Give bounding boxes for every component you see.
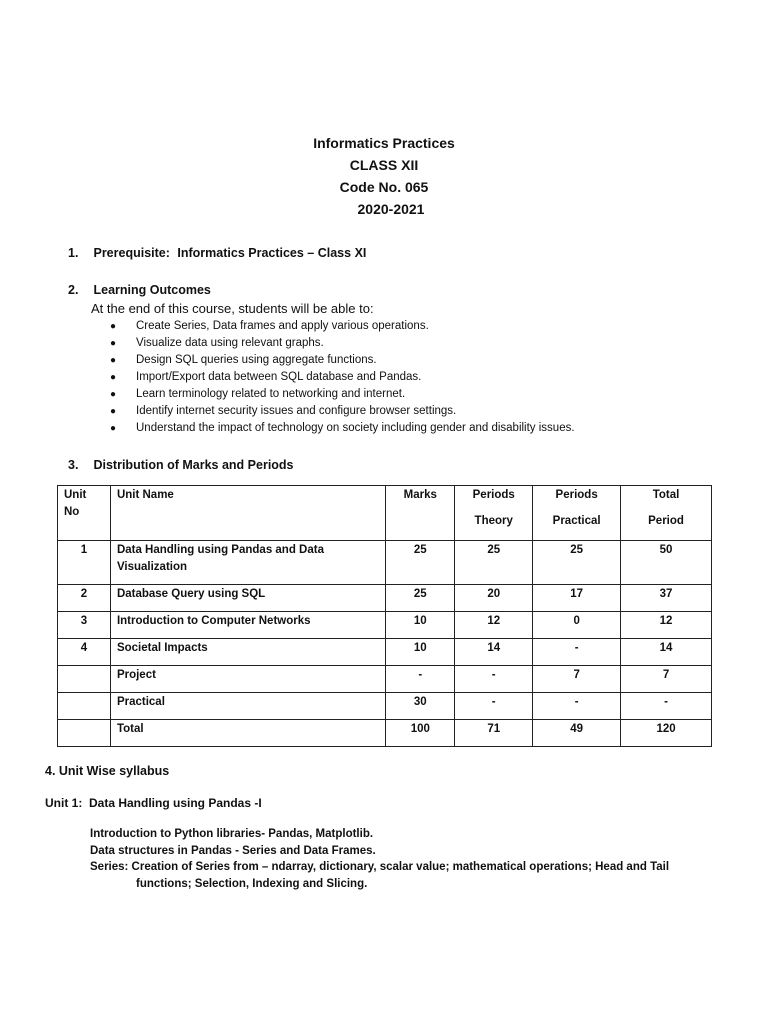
cell-unit-name: Database Query using SQL xyxy=(110,585,385,612)
cell-theory: 14 xyxy=(455,639,533,666)
cell-unit-name: Introduction to Computer Networks xyxy=(110,612,385,639)
list-item: ● Identify internet security issues and configure browser settings. xyxy=(110,403,575,420)
document-title xyxy=(0,132,768,220)
cell-unit-no xyxy=(58,666,111,693)
cell-marks: 30 xyxy=(386,693,455,720)
cell-unit-no: 3 xyxy=(58,612,111,639)
cell-marks: 25 xyxy=(386,541,455,585)
cell-total: 37 xyxy=(621,585,712,612)
table-row xyxy=(58,666,712,693)
prerequisite-label: Prerequisite: xyxy=(93,246,170,260)
subject-title: Informatics Practices xyxy=(313,135,455,151)
cell-marks: 10 xyxy=(386,639,455,666)
cell-theory: 25 xyxy=(455,541,533,585)
unit-wise-syllabus-heading: 4. Unit Wise syllabus xyxy=(45,764,170,778)
bullet-icon: ● xyxy=(110,372,117,383)
cell-theory: 71 xyxy=(455,720,533,747)
list-item: ● Import/Export data between SQL database and Pandas. xyxy=(110,369,575,386)
table-row xyxy=(58,541,712,585)
cell-unit-name: Total xyxy=(110,720,385,747)
cell-practical: 17 xyxy=(533,585,621,612)
table-header-row xyxy=(58,486,712,541)
cell-theory: - xyxy=(455,666,533,693)
bullet-icon: ● xyxy=(110,423,117,434)
cell-unit-name: Practical xyxy=(110,693,385,720)
cell-total: 120 xyxy=(621,720,712,747)
cell-marks: 100 xyxy=(386,720,455,747)
cell-marks: 25 xyxy=(386,585,455,612)
syllabus-line: Data structures in Pandas - Series and Data Frames. xyxy=(90,844,376,857)
cell-unit-no: 4 xyxy=(58,639,111,666)
bullet-icon: ● xyxy=(110,389,117,400)
list-item: ● Design SQL queries using aggregate functions. xyxy=(110,352,575,369)
cell-unit-no xyxy=(58,720,111,747)
header-marks: Marks xyxy=(386,486,455,541)
learning-outcomes-list xyxy=(110,318,575,437)
header-periods-theory: Periods Theory xyxy=(455,486,533,541)
unit-1-heading: Unit 1: Data Handling using Pandas -I xyxy=(45,796,262,810)
bullet-icon: ● xyxy=(110,321,117,332)
marks-distribution-table xyxy=(57,485,712,747)
table-row xyxy=(58,585,712,612)
cell-total: - xyxy=(621,693,712,720)
learning-outcomes-intro: At the end of this course, students will be able to: xyxy=(91,301,374,316)
cell-practical: 7 xyxy=(533,666,621,693)
table-row xyxy=(58,693,712,720)
cell-theory: 20 xyxy=(455,585,533,612)
cell-theory: - xyxy=(455,693,533,720)
header-unit-name: Unit Name xyxy=(110,486,385,541)
cell-practical: 0 xyxy=(533,612,621,639)
cell-total: 50 xyxy=(621,541,712,585)
syllabus-line: Introduction to Python libraries- Pandas, Matplotlib. xyxy=(90,828,374,840)
cell-unit-no xyxy=(58,693,111,720)
learning-outcomes-heading: 2. Learning Outcomes xyxy=(68,283,211,297)
prerequisite-heading: 1. Prerequisite: Informatics Practices – Class XI xyxy=(68,246,367,260)
header-periods-practical: Periods Practical xyxy=(533,486,621,541)
cell-practical: - xyxy=(533,639,621,666)
distribution-heading: 3. Distribution of Marks and Periods xyxy=(68,458,294,472)
cell-marks: - xyxy=(386,666,455,693)
bullet-icon: ● xyxy=(110,406,117,417)
cell-unit-no: 1 xyxy=(58,541,111,585)
class-title: CLASS XII xyxy=(349,157,419,173)
syllabus-line: Series: Creation of Series from – ndarray, dictionary, scalar value; mathematical operations; Head and Tail xyxy=(90,861,670,873)
cell-total: 14 xyxy=(621,639,712,666)
header-total-period: Total Period xyxy=(621,486,712,541)
list-item: ● Create Series, Data frames and apply various operations. xyxy=(110,318,575,335)
cell-unit-name: Data Handling using Pandas and Data Visualization xyxy=(110,541,385,585)
table-row xyxy=(58,639,712,666)
code-title: Code No. 065 xyxy=(339,179,429,195)
year-title: 2020-2021 xyxy=(357,201,425,217)
prerequisite-value: Informatics Practices – Class XI xyxy=(177,246,367,260)
cell-practical: 49 xyxy=(533,720,621,747)
cell-unit-name: Societal Impacts xyxy=(110,639,385,666)
unit-1-content xyxy=(90,826,710,892)
bullet-icon: ● xyxy=(110,338,117,349)
list-item: ● Learn terminology related to networking and internet. xyxy=(110,386,575,403)
header-unit-no: Unit No xyxy=(58,486,111,541)
cell-total: 12 xyxy=(621,612,712,639)
cell-unit-name: Project xyxy=(110,666,385,693)
list-item: ● Visualize data using relevant graphs. xyxy=(110,335,575,352)
cell-total: 7 xyxy=(621,666,712,693)
cell-practical: 25 xyxy=(533,541,621,585)
cell-practical: - xyxy=(533,693,621,720)
cell-marks: 10 xyxy=(386,612,455,639)
list-item: ● Understand the impact of technology on society including gender and disability issues. xyxy=(110,420,575,437)
syllabus-line: functions; Selection, Indexing and Slicing. xyxy=(136,877,368,890)
cell-unit-no: 2 xyxy=(58,585,111,612)
bullet-icon: ● xyxy=(110,355,117,366)
table-row xyxy=(58,720,712,747)
cell-theory: 12 xyxy=(455,612,533,639)
table-row xyxy=(58,612,712,639)
